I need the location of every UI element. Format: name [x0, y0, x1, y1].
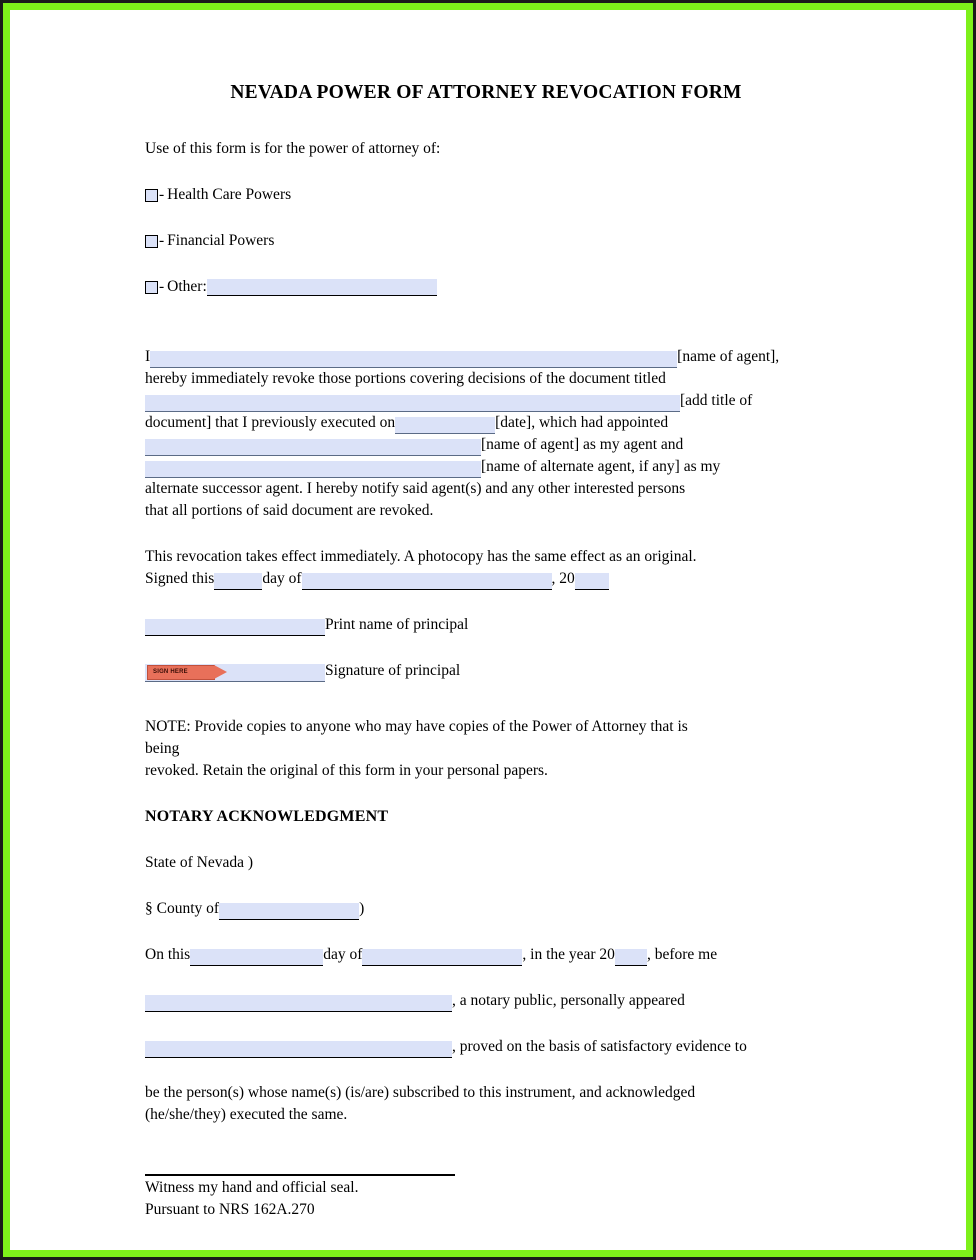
notary-tail-line-2: (he/she/they) executed the same.: [145, 1106, 348, 1123]
spacer: [145, 298, 835, 332]
notary-public-name-input[interactable]: [145, 995, 452, 1012]
signature-row: [145, 660, 835, 682]
checkbox-dash: -: [159, 278, 165, 295]
execution-date-input[interactable]: [395, 417, 495, 434]
revocation-line-agent: [145, 346, 835, 368]
proved-line: [145, 1036, 835, 1058]
intro-text: Use of this form is for the power of attorney of:: [145, 140, 441, 157]
revocation-line-alternate-agent: [145, 456, 835, 478]
spacer: [145, 1058, 835, 1082]
signed-this-label: Signed this: [145, 570, 215, 587]
spacer: [145, 1012, 835, 1036]
spacer: [145, 636, 835, 660]
revocation-line-executed: [145, 412, 835, 434]
spacer: [145, 828, 835, 852]
notary-public-line: [145, 990, 835, 1012]
print-name-input[interactable]: [145, 619, 325, 636]
notary-day-input[interactable]: [190, 949, 323, 966]
spacer: [145, 522, 835, 546]
spacer: [145, 966, 835, 990]
green-accent-border-top: [3, 3, 973, 10]
checkbox-row-health-care[interactable]: [145, 184, 835, 206]
notary-seal-rule: [145, 1174, 455, 1176]
note-paragraph: [145, 716, 835, 782]
checkbox-health-care[interactable]: [145, 189, 158, 202]
name-of-agent-tag: [name of agent],: [677, 348, 780, 365]
spacer: [145, 1126, 835, 1160]
sign-here-tag[interactable]: [147, 665, 215, 680]
green-accent-border-right: [966, 3, 973, 1257]
print-name-row: [145, 614, 835, 636]
checkbox-other[interactable]: [145, 281, 158, 294]
notary-month-input[interactable]: [362, 949, 522, 966]
spacer: [145, 206, 835, 230]
state-line: State of Nevada ): [145, 854, 254, 871]
appeared-person-name-input[interactable]: [145, 1041, 452, 1058]
spacer: [145, 920, 835, 944]
before-me-label: , before me: [646, 946, 718, 963]
spacer: [145, 590, 835, 614]
spacer: [145, 104, 835, 138]
checkbox-label-financial: Financial Powers: [167, 232, 275, 249]
other-powers-input[interactable]: [207, 279, 437, 296]
day-of-label: day of: [262, 570, 302, 587]
checkbox-row-financial[interactable]: [145, 230, 835, 252]
notary-year-input[interactable]: [615, 949, 647, 966]
signed-year-input[interactable]: [575, 573, 609, 590]
date-tag: [date], which had appointed: [495, 414, 669, 431]
print-name-label: Print name of principal: [325, 616, 469, 633]
signature-input[interactable]: [145, 664, 325, 682]
spacer: [145, 782, 835, 806]
add-title-tag: [add title of: [680, 392, 753, 409]
checkbox-label-health-care: Health Care Powers: [167, 186, 292, 203]
witness-line: Witness my hand and official seal.: [145, 1179, 359, 1196]
effect-paragraph: [145, 546, 835, 590]
revocation-paragraph: [145, 346, 835, 522]
revocation-line-2: hereby immediately revoke those portions covering decisions of the document titled: [145, 370, 666, 387]
notary-acknowledgment-heading: NOTARY ACKNOWLEDGMENT: [145, 808, 389, 825]
sign-here-arrow-icon: [214, 665, 227, 679]
spacer: [145, 682, 835, 716]
revocation-line-agent-name: [145, 434, 835, 456]
effect-line-1: This revocation takes effect immediately. A photocopy has the same effect as an original.: [145, 548, 697, 565]
spacer: [145, 1160, 835, 1174]
i-label: I: [145, 348, 151, 365]
note-line-2: being: [145, 740, 180, 757]
sign-here-label: SIGN HERE: [153, 669, 188, 675]
agent-name-input[interactable]: [145, 439, 481, 456]
alternate-agent-tag: [name of alternate agent, if any] as my: [481, 458, 721, 475]
checkbox-financial[interactable]: [145, 235, 158, 248]
year-prefix-label: , 20: [551, 570, 575, 587]
on-this-label: On this: [145, 946, 191, 963]
document-executed-label: document] that I previously executed on: [145, 414, 396, 431]
alternate-agent-name-input[interactable]: [145, 461, 481, 478]
note-line-1: NOTE: Provide copies to anyone who may have copies of the Power of Attorney that is: [145, 718, 688, 735]
checkbox-row-other[interactable]: [145, 276, 835, 298]
spacer: [145, 160, 835, 184]
county-suffix-label: ): [359, 900, 365, 917]
proved-suffix-label: , proved on the basis of satisfactory evidence to: [452, 1038, 747, 1055]
revocation-line-title: [145, 390, 835, 412]
note-line-3: revoked. Retain the original of this form in your personal papers.: [145, 762, 548, 779]
checkbox-label-other: Other:: [167, 278, 207, 295]
signed-this-line: [145, 568, 835, 590]
signed-day-input[interactable]: [214, 573, 262, 590]
principal-name-input[interactable]: [150, 351, 677, 368]
signed-month-input[interactable]: [302, 573, 552, 590]
notary-on-this-line: [145, 944, 835, 966]
spacer: [145, 252, 835, 276]
notary-day-of-label: day of: [323, 946, 363, 963]
revocation-tail-line-1: alternate successor agent. I hereby notify said agent(s) and any other interested persons: [145, 480, 686, 497]
document-body: [145, 60, 835, 1221]
county-prefix-label: § County of: [145, 900, 220, 917]
revocation-tail-line-2: that all portions of said document are revoked.: [145, 502, 434, 519]
notary-tail-line-1: be the person(s) whose name(s) (is/are) subscribed to this instrument, and acknowledged: [145, 1084, 696, 1101]
spacer: [145, 332, 835, 346]
checkbox-dash: -: [159, 232, 165, 249]
spacer: [145, 874, 835, 898]
document-title-input[interactable]: [145, 395, 680, 412]
checkbox-dash: -: [159, 186, 165, 203]
county-line: [145, 898, 835, 920]
green-accent-border-left: [3, 3, 10, 1257]
notary-year-prefix-label: , in the year 20: [522, 946, 615, 963]
notary-public-suffix-label: , a notary public, personally appeared: [452, 992, 685, 1009]
green-accent-border-bottom: [3, 1250, 973, 1257]
statute-line: Pursuant to NRS 162A.270: [145, 1201, 315, 1218]
county-input[interactable]: [219, 903, 359, 920]
signature-label: Signature of principal: [325, 662, 461, 679]
agent-tag: [name of agent] as my agent and: [481, 436, 684, 453]
page-title: NEVADA POWER OF ATTORNEY REVOCATION FORM: [230, 82, 742, 103]
